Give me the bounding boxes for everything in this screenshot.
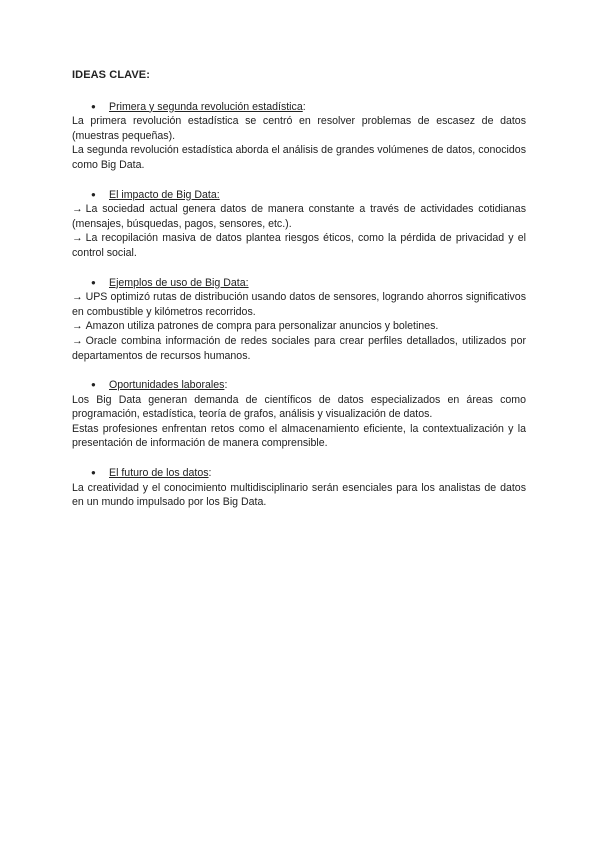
arrow-icon: →: [72, 320, 83, 333]
section-title: Primera y segunda revolución estadística: [109, 100, 303, 113]
section-title: Oportunidades laborales: [109, 379, 225, 392]
arrow-paragraph: [72, 202, 526, 231]
page-title: IDEAS CLAVE:: [72, 69, 151, 81]
paragraph: La primera revolución estadística se centró en resolver problemas de escasez de datos (muestras pequeñas).: [72, 115, 526, 142]
paragraph-text: UPS optimizó rutas de distribución usando datos de sensores, logrando ahorros significativos en combustible y kilómetros recorridos.: [72, 291, 526, 318]
paragraph: Estas profesiones enfrentan retos como el almacenamiento eficiente, la contextualización y la presentación de información de manera comprensible.: [72, 422, 526, 450]
section-heading: [72, 188, 526, 203]
bullet-icon: ●: [91, 101, 96, 111]
section-revoluciones: [72, 100, 526, 173]
paragraph-text: La sociedad actual genera datos de manera constante a través de actividades cotidianas (mensajes, búsquedas, pagos, sensores, etc.).: [72, 203, 526, 230]
section-title: El impacto de Big Data:: [109, 188, 220, 201]
paragraph-text: La recopilación masiva de datos plantea riesgos éticos, como la pérdida de privacidad y el control social.: [72, 232, 526, 259]
document-page: [72, 68, 526, 525]
bullet-icon: ●: [91, 468, 96, 478]
paragraph-text: Amazon utiliza patrones de compra para personalizar anuncios y boletines.: [85, 320, 439, 333]
paragraph-text: Oracle combina información de redes sociales para crear perfiles detallados, utilizados por departamentos de recursos humanos.: [72, 334, 526, 362]
section-futuro: [72, 466, 526, 510]
arrow-paragraph: [72, 290, 526, 319]
arrow-icon: →: [72, 203, 83, 216]
section-heading: [72, 276, 526, 291]
bullet-icon: ●: [91, 189, 96, 199]
paragraph: Los Big Data generan demanda de científicos de datos especializados en áreas como programación, estadística, teoría de grafos, análisis y visualización de datos.: [72, 393, 526, 421]
arrow-icon: →: [72, 232, 83, 245]
arrow-icon: →: [72, 291, 83, 304]
arrow-icon: →: [72, 334, 83, 347]
heading-suffix: :: [224, 379, 228, 392]
bullet-icon: ●: [91, 277, 96, 287]
section-oportunidades: [72, 378, 526, 451]
section-ejemplos: [72, 276, 526, 364]
section-heading: [72, 466, 526, 481]
section-heading: [72, 378, 526, 393]
paragraph: La creatividad y el conocimiento multidisciplinario serán esenciales para los analistas de datos en un mundo impulsado por los Big Data.: [72, 481, 526, 509]
section-title: Ejemplos de uso de Big Data:: [109, 276, 249, 289]
paragraph: La segunda revolución estadística aborda el análisis de grandes volúmenes de datos, conocidos como Big Data.: [72, 144, 526, 171]
arrow-paragraph: [72, 334, 526, 363]
arrow-paragraph: [72, 319, 526, 334]
bullet-icon: ●: [91, 380, 96, 390]
section-impacto: [72, 188, 526, 261]
section-heading: [72, 100, 526, 115]
heading-suffix: :: [302, 100, 306, 113]
heading-suffix: :: [208, 467, 212, 480]
section-title: El futuro de los datos: [109, 467, 209, 480]
arrow-paragraph: [72, 231, 526, 260]
